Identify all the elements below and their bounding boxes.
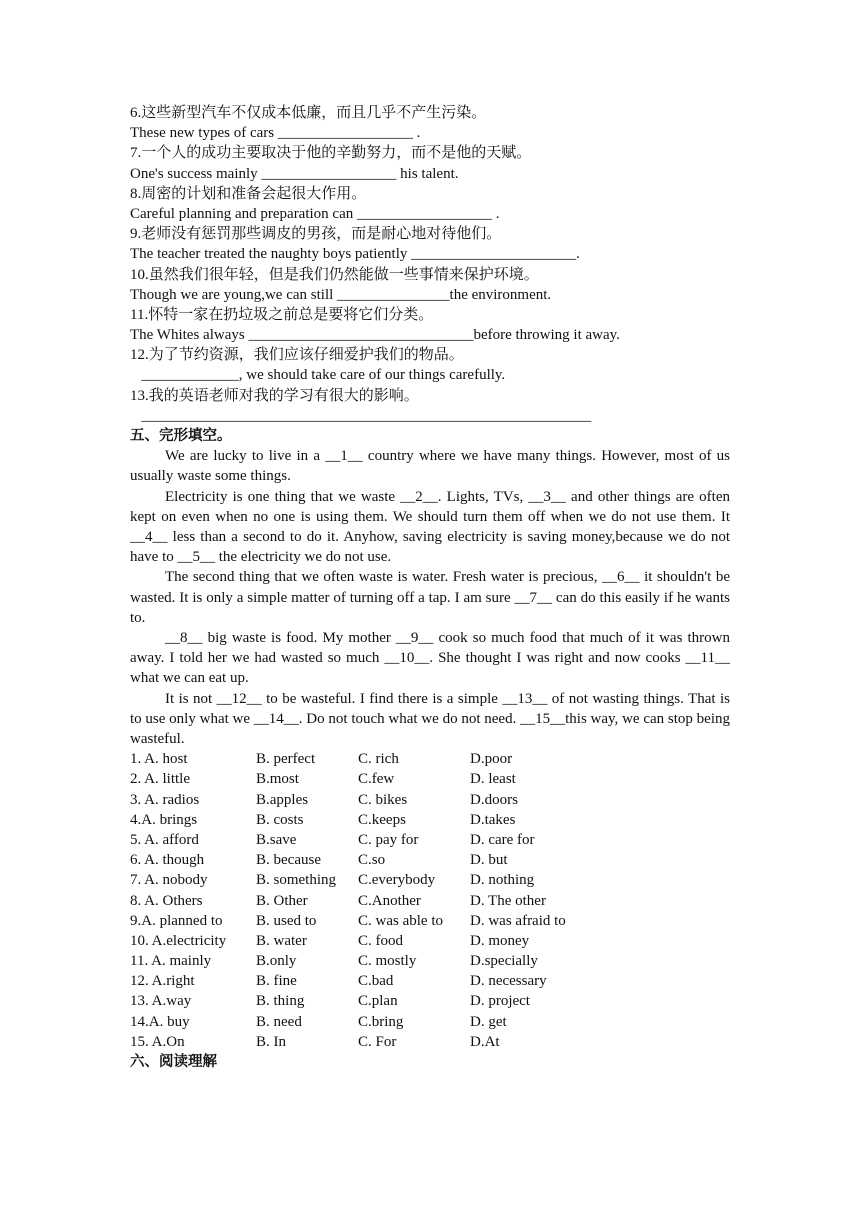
option-row-13 (130, 991, 730, 1011)
worksheet-page (130, 103, 730, 1072)
option-2-c: C.few (358, 771, 395, 788)
translation-en-13: ____________________________________________________________ (130, 407, 592, 424)
translation-cn-6: 6.这些新型汽车不仅成本低廉，而且几乎不产生污染。 (130, 105, 487, 121)
option-10-c: C. food (358, 932, 403, 949)
translation-cn-9: 9.老师没有惩罚那些调皮的男孩，而是耐心地对待他们。 (130, 226, 502, 243)
option-6-b: B. because (256, 852, 321, 869)
translation-en-12: _____________, we should take care of our things carefully. (130, 367, 506, 384)
option-1-b: B. perfect (256, 751, 316, 768)
option-13-a: 13. A.way (130, 993, 192, 1010)
option-5-d: D. care for (470, 831, 535, 848)
translation-en-11: The Whites always ______________________________before throwing it away. (130, 327, 620, 344)
option-12-b: B. fine (256, 973, 297, 990)
option-1-a: 1. A. host (130, 751, 188, 768)
option-8-a: 8. A. Others (130, 892, 203, 909)
option-9-d: D. was afraid to (470, 912, 566, 929)
option-row-4 (130, 810, 730, 830)
option-11-b: B.only (256, 953, 297, 970)
option-15-c: C. For (358, 1033, 397, 1050)
option-15-d: D.At (470, 1033, 500, 1050)
option-14-b: B. need (256, 1013, 302, 1030)
translation-en-6: These new types of cars __________________ . (130, 125, 421, 142)
cloze-paragraph-5: It is not __12__ to be wasteful. I find there is a simple __13__ of not wasting things. That is to use only what we __14__. Do not touch what we do not need. __15__this way, we can stop being wasteful. (130, 690, 730, 748)
option-5-a: 5. A. afford (130, 831, 199, 848)
option-row-10 (130, 931, 730, 951)
cloze-paragraph-3: The second thing that we often waste is water. Fresh water is precious, __6__ it shouldn't be wasted. It is only a simple matter of turning off a tap. I am sure __7__ can do this easily if he wants to. (130, 569, 730, 626)
option-row-7 (130, 870, 730, 890)
option-7-c: C.everybody (358, 872, 436, 889)
option-row-5 (130, 830, 730, 850)
option-14-a: 14.A. buy (130, 1013, 190, 1030)
option-4-a: 4.A. brings (130, 811, 198, 828)
option-row-12 (130, 971, 730, 991)
option-3-c: C. bikes (358, 791, 408, 808)
option-12-a: 12. A.right (130, 973, 195, 990)
cloze-options (130, 749, 730, 1052)
option-row-8 (130, 891, 730, 911)
option-10-a: 10. A.electricity (130, 932, 227, 949)
option-4-b: B. costs (256, 811, 304, 828)
cloze-paragraph-2: Electricity is one thing that we waste __2__. Lights, TVs, __3__ and other things are often kept on even when no one is using them. We should turn them off when we do not use them. It __4__ less than a second to do it. Anyhow, saving electricity is saving money,because we do not have to __5__ the electricity we do not use. (130, 488, 730, 566)
option-12-d: D. necessary (470, 973, 547, 990)
option-5-c: C. pay for (358, 831, 419, 848)
translation-cn-13: 13.我的英语老师对我的学习有很大的影响。 (130, 387, 419, 404)
option-6-d: D. but (470, 852, 508, 869)
option-4-d: D.takes (470, 811, 516, 828)
option-3-d: D.doors (470, 791, 518, 808)
option-14-d: D. get (470, 1013, 507, 1030)
option-1-d: D.poor (470, 751, 513, 768)
option-7-a: 7. A. nobody (130, 872, 208, 889)
option-6-a: 6. A. though (130, 852, 205, 869)
translation-en-8: Careful planning and preparation can __________________ . (130, 205, 500, 222)
option-11-a: 11. A. mainly (130, 953, 212, 970)
option-5-b: B.save (256, 831, 297, 848)
option-row-14 (130, 1012, 730, 1032)
translation-cn-11: 11.怀特一家在扔垃圾之前总是要将它们分类。 (130, 306, 434, 323)
option-6-c: C.so (358, 852, 386, 869)
option-12-c: C.bad (358, 973, 394, 990)
cloze-passage (130, 446, 730, 749)
option-15-b: B. In (256, 1033, 286, 1050)
option-2-b: B.most (256, 771, 299, 788)
option-13-c: C.plan (358, 993, 398, 1010)
option-3-b: B.apples (256, 791, 309, 808)
option-row-6 (130, 850, 730, 870)
option-2-d: D. least (470, 771, 516, 788)
option-8-c: C.Another (358, 892, 421, 909)
option-8-d: D. The other (470, 892, 546, 909)
option-11-d: D.specially (470, 953, 538, 970)
option-11-c: C. mostly (358, 953, 417, 970)
translation-en-7: One's success mainly __________________ his talent. (130, 165, 459, 182)
option-8-b: B. Other (256, 892, 308, 909)
option-9-c: C. was able to (358, 912, 443, 929)
option-7-b: B. something (256, 872, 337, 889)
reading-section-title: 六、阅读理解 (130, 1054, 217, 1071)
translation-cn-8: 8.周密的计划和准备会起很大作用。 (130, 185, 367, 202)
option-row-11 (130, 951, 730, 971)
option-2-a: 2. A. little (130, 771, 190, 788)
option-14-c: C.bring (358, 1013, 404, 1030)
option-row-2 (130, 769, 730, 789)
option-10-b: B. water (256, 932, 307, 949)
cloze-paragraph-4: __8__ big waste is food. My mother __9__ cook so much food that much of it was thrown away. I told her we had wasted so much __10__. She thought I was right and now cooks __11__ what we can eat up. (130, 630, 730, 687)
translation-section (130, 103, 730, 426)
translation-en-9: The teacher treated the naughty boys patiently ______________________. (130, 246, 580, 263)
option-7-d: D. nothing (470, 872, 535, 889)
option-row-9 (130, 911, 730, 931)
option-15-a: 15. A.On (130, 1033, 185, 1050)
option-1-c: C. rich (358, 751, 399, 768)
translation-cn-7: 7.一个人的成功主要取决于他的辛勤努力，而不是他的天赋。 (130, 145, 532, 162)
option-13-d: D. project (470, 993, 530, 1010)
option-10-d: D. money (470, 932, 530, 949)
option-row-15 (130, 1032, 730, 1052)
cloze-section-title: 五、完形填空。 (130, 428, 232, 444)
translation-cn-12: 12.为了节约资源，我们应该仔细爱护我们的物品。 (130, 347, 464, 364)
option-9-b: B. used to (256, 912, 317, 929)
option-13-b: B. thing (256, 993, 305, 1010)
translation-en-10: Though we are young,we can still _______________the environment. (130, 286, 552, 303)
option-9-a: 9.A. planned to (130, 912, 223, 929)
option-row-3 (130, 790, 730, 810)
option-3-a: 3. A. radios (130, 791, 200, 808)
option-4-c: C.keeps (358, 811, 406, 828)
translation-cn-10: 10.虽然我们很年轻，但是我们仍然能做一些事情来保护环境。 (130, 266, 539, 283)
option-row-1 (130, 749, 730, 769)
cloze-paragraph-1: We are lucky to live in a __1__ country where we have many things. However, most of us usually waste some things. (130, 448, 730, 485)
